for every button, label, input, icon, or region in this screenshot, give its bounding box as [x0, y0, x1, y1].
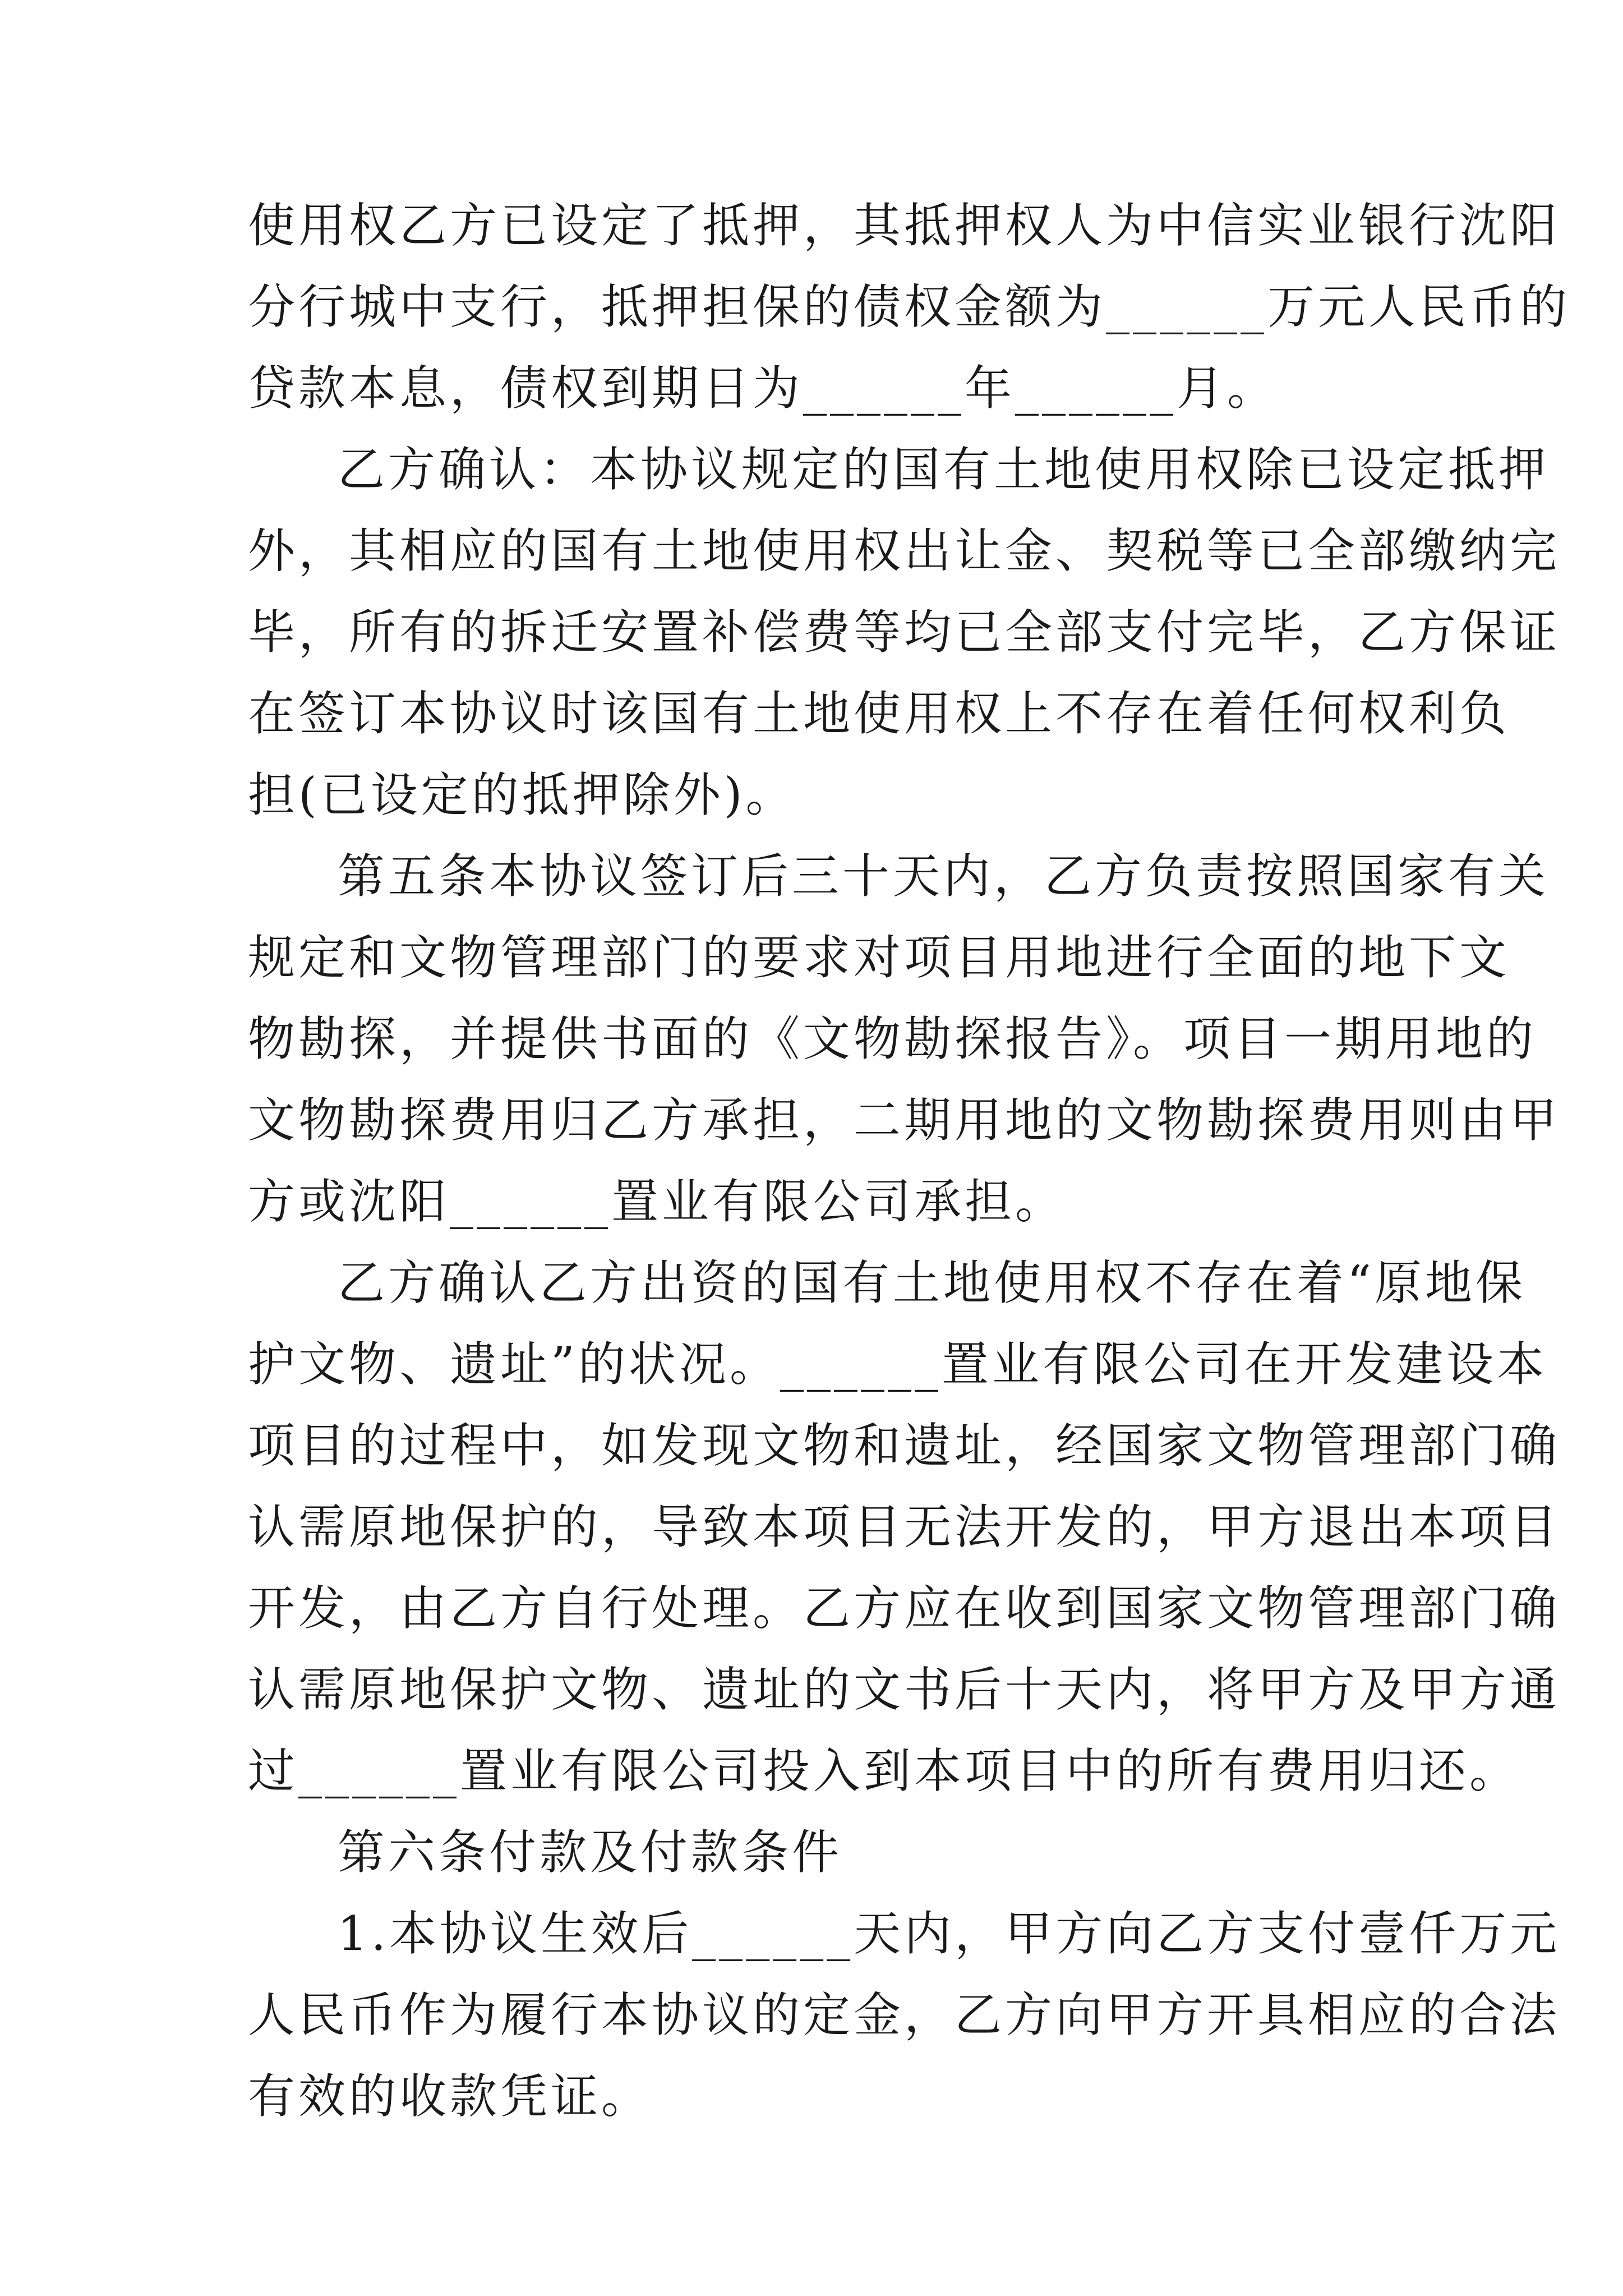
text-line: 文物勘探费用归乙方承担，二期用地的文物勘探费用则由甲	[248, 1093, 1561, 1148]
text-line: 外，其相应的国有土地使用权出让金、契税等已全部缴纳完	[248, 523, 1561, 578]
paragraph-start-line: 乙方确认乙方出资的国有土地使用权不存在着“原地保	[338, 1255, 1526, 1310]
paragraph-start-line: 乙方确认：本协议规定的国有土地使用权除已设定抵押	[338, 442, 1550, 497]
text-line: 过______置业有限公司投入到本项目中的所有费用归还。	[248, 1743, 1520, 1798]
text-line: 项目的过程中，如发现文物和遗址，经国家文物管理部门确	[248, 1418, 1561, 1473]
text-line: 认需原地保护的，导致本项目无法开发的，甲方退出本项目	[248, 1499, 1561, 1554]
text-line: 规定和文物管理部门的要求对项目用地进行全面的地下文	[248, 930, 1510, 985]
text-line: 有效的收款凭证。	[248, 2069, 652, 2124]
text-line: 使用权乙方已设定了抵押，其抵押权人为中信实业银行沈阳	[248, 198, 1561, 253]
text-line: 在签订本协议时该国有土地使用权上不存在着任何权利负	[248, 686, 1510, 741]
text-line: 物勘探，并提供书面的《文物勘探报告》。项目一期用地的	[248, 1011, 1537, 1066]
paragraph-start-line: 第五条本协议签订后三十天内，乙方负责按照国家有关	[338, 849, 1550, 904]
text-line: 人民币作为履行本协议的定金，乙方向甲方开具相应的合法	[248, 1987, 1561, 2042]
text-line: 毕，所有的拆迁安置补偿费等均已全部支付完毕，乙方保证	[248, 605, 1561, 660]
text-line: 贷款本息，债权到期日为______年______月。	[248, 361, 1278, 416]
text-line: 方或沈阳______置业有限公司承担。	[248, 1174, 1066, 1229]
text-line: 开发，由乙方自行处理。乙方应在收到国家文物管理部门确	[248, 1581, 1561, 1636]
paragraph-start-line: 1.本协议生效后______天内，甲方向乙方支付壹仟万元	[338, 1906, 1561, 1961]
document-body	[248, 185, 1571, 2137]
text-line: 担(已设定的抵押除外)。	[248, 767, 796, 822]
section-heading: 第六条付款及付款条件	[338, 1825, 843, 1880]
text-line: 护文物、遗址”的状况。______置业有限公司在开发建设本	[248, 1337, 1547, 1392]
text-line: 分行城中支行，抵押担保的债权金额为______万元人民币的	[248, 279, 1571, 334]
text-line: 认需原地保护文物、遗址的文书后十天内，将甲方及甲方通	[248, 1662, 1561, 1717]
